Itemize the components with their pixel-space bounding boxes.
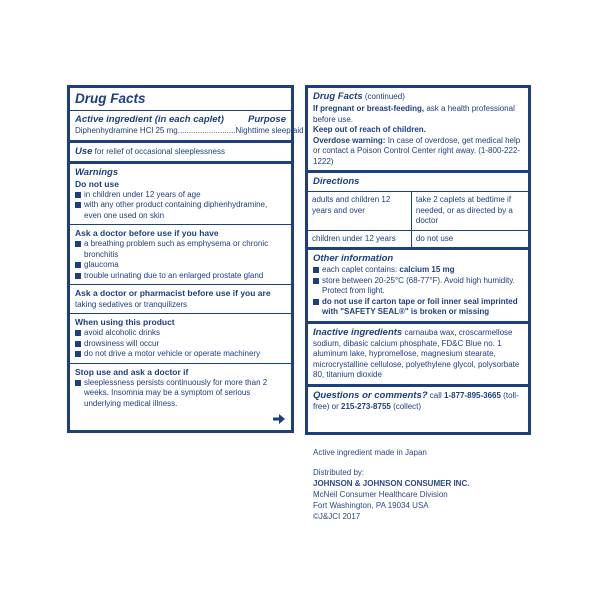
- warnings-section: [70, 161, 291, 225]
- directions-section: [308, 170, 528, 247]
- list-item: each caplet contains: calcium 15 mg: [313, 265, 523, 276]
- list-item: drowsiness will occur: [75, 339, 286, 350]
- ask-doctor-list: [75, 239, 286, 281]
- leader-dots: ..........................: [177, 126, 236, 135]
- bullet-square-icon: [75, 202, 81, 208]
- do-not-use-heading: Do not use: [75, 178, 119, 189]
- list-item: avoid alcoholic drinks: [75, 328, 286, 339]
- use-section: [70, 140, 291, 161]
- bullet-square-icon: [75, 273, 81, 279]
- bullet-square-icon: [313, 267, 319, 273]
- bullet-square-icon: [75, 241, 81, 247]
- phone-tollfree: 1-877-895-3665: [444, 390, 501, 400]
- ask-pharmacist-heading: Ask a doctor or pharmacist before use if you are: [75, 288, 271, 298]
- inactive-ingredients-heading: Inactive ingredients: [313, 326, 403, 338]
- list-item: a breathing problem such as emphysema or chronic bronchitis: [75, 239, 286, 260]
- when-using-section: [70, 313, 291, 363]
- list-item: sleeplessness persists continuously for more than 2 weeks. Insomnia may be a symptom of serious underlying medical illness.: [75, 378, 272, 410]
- drug-facts-header: [70, 88, 291, 110]
- bullet-square-icon: [75, 192, 81, 198]
- directions-table: [308, 191, 528, 247]
- ask-doctor-section: [70, 224, 291, 284]
- distributed-by-label: Distributed by:: [313, 468, 365, 477]
- warnings-heading: Warnings: [75, 166, 119, 178]
- table-row: [308, 230, 528, 247]
- other-information-list: [313, 265, 523, 318]
- right-arrow-icon: [273, 414, 285, 424]
- use-heading: Use: [75, 145, 93, 157]
- active-ingredient-section: [70, 110, 304, 140]
- list-item: store between 20-25°C (68-77°F). Avoid high humidity. Protect from light.: [313, 276, 523, 297]
- list-item: do not drive a motor vehicle or operate machinery: [75, 349, 286, 360]
- address: Fort Washington, PA 19034 USA: [313, 501, 429, 510]
- bullet-square-icon: [75, 341, 81, 347]
- purpose-heading: Purpose: [247, 114, 286, 125]
- questions-heading: Questions or comments?: [313, 389, 428, 401]
- ask-doctor-heading: Ask a doctor before use if you have: [75, 228, 219, 238]
- keep-out-of-reach: Keep out of reach of children.: [313, 125, 426, 134]
- active-ingredient-heading: Active ingredient (in each caplet): [75, 114, 224, 125]
- use-line: [75, 146, 286, 158]
- stop-use-section: [70, 363, 291, 413]
- company-name: JOHNSON & JOHNSON CONSUMER INC.: [313, 479, 470, 488]
- active-ingredient-purpose: Nighttime sleep aid: [235, 126, 304, 135]
- bullet-square-icon: [75, 380, 81, 386]
- inactive-ingredients-section: [308, 321, 528, 384]
- when-using-heading: When using this product: [75, 317, 175, 327]
- directions-who: adults and children 12 years and over: [308, 192, 411, 231]
- bullet-square-icon: [313, 278, 319, 284]
- drug-facts-title-continued: Drug Facts: [313, 91, 363, 102]
- stop-use-list: [75, 378, 286, 410]
- list-item: in children under 12 years of age: [75, 190, 286, 201]
- list-item: trouble urinating due to an enlarged prostate gland: [75, 271, 286, 282]
- questions-section: Questions or comments? call 1-877-895-3665 (toll-free) or 215-273-8755 (collect): [308, 384, 528, 416]
- other-information-section: [308, 247, 528, 321]
- bullet-square-icon: [313, 299, 319, 305]
- list-item: do not use if carton tape or foil inner seal imprinted with "SAFETY SEAL®" is broken or missing: [313, 297, 523, 318]
- ask-pharmacist-section: [70, 284, 291, 313]
- drug-facts-panel-left: [67, 85, 304, 433]
- table-row: [308, 192, 528, 231]
- drug-facts-panel-right: [305, 85, 531, 435]
- active-ingredient-line: [75, 126, 304, 137]
- active-ingredient-name: Diphenhydramine HCl 25 mg: [75, 126, 178, 135]
- continued-title: [313, 91, 523, 103]
- drug-facts-title: Drug Facts: [75, 91, 146, 106]
- directions-heading: Directions: [313, 176, 360, 187]
- phone-collect: 215-273-8755: [341, 401, 391, 411]
- list-item: glaucoma: [75, 260, 286, 271]
- inactive-ingredients-text: carnauba wax, croscarmellose sodium, dibasic calcium phosphate, FD&C Blue no. 1 aluminum lake, hypromellose, magnesium stearate, microcrystalline cellulose, polyethylene glycol, polysorbate 80, titanium dioxide: [313, 327, 520, 379]
- other-information-heading: Other information: [313, 253, 394, 264]
- list-item: with any other product containing diphenhydramine, even one used on skin: [75, 200, 286, 221]
- do-not-use-list: [75, 190, 286, 222]
- division-name: McNeil Consumer Healthcare Division: [313, 490, 448, 499]
- bullet-square-icon: [75, 330, 81, 336]
- continued-label: (continued): [362, 92, 405, 101]
- overdose-warning: Overdose warning: In case of overdose, get medical help or contact a Poison Control Center right away. (1-800-222-1222): [313, 135, 521, 166]
- use-text: for relief of occasional sleeplessness: [92, 146, 225, 156]
- ask-pharmacist-text: taking sedatives or tranquilizers: [75, 299, 188, 309]
- continued-section: [308, 88, 528, 170]
- bullet-square-icon: [75, 262, 81, 268]
- directions-what: do not use: [411, 230, 528, 247]
- stop-use-heading: Stop use and ask a doctor if: [75, 366, 189, 377]
- directions-what: take 2 caplets at bedtime if needed, or as directed by a doctor: [411, 192, 528, 231]
- pregnancy-warning: If pregnant or breast-feeding, ask a health professional before use.: [313, 104, 515, 124]
- distributor-info: [313, 447, 469, 522]
- directions-who: children under 12 years: [308, 230, 411, 247]
- copyright: ©J&JCI 2017: [313, 512, 361, 521]
- when-using-list: [75, 328, 286, 360]
- made-in-text: Active ingredient made in Japan: [313, 448, 427, 457]
- bullet-square-icon: [75, 351, 81, 357]
